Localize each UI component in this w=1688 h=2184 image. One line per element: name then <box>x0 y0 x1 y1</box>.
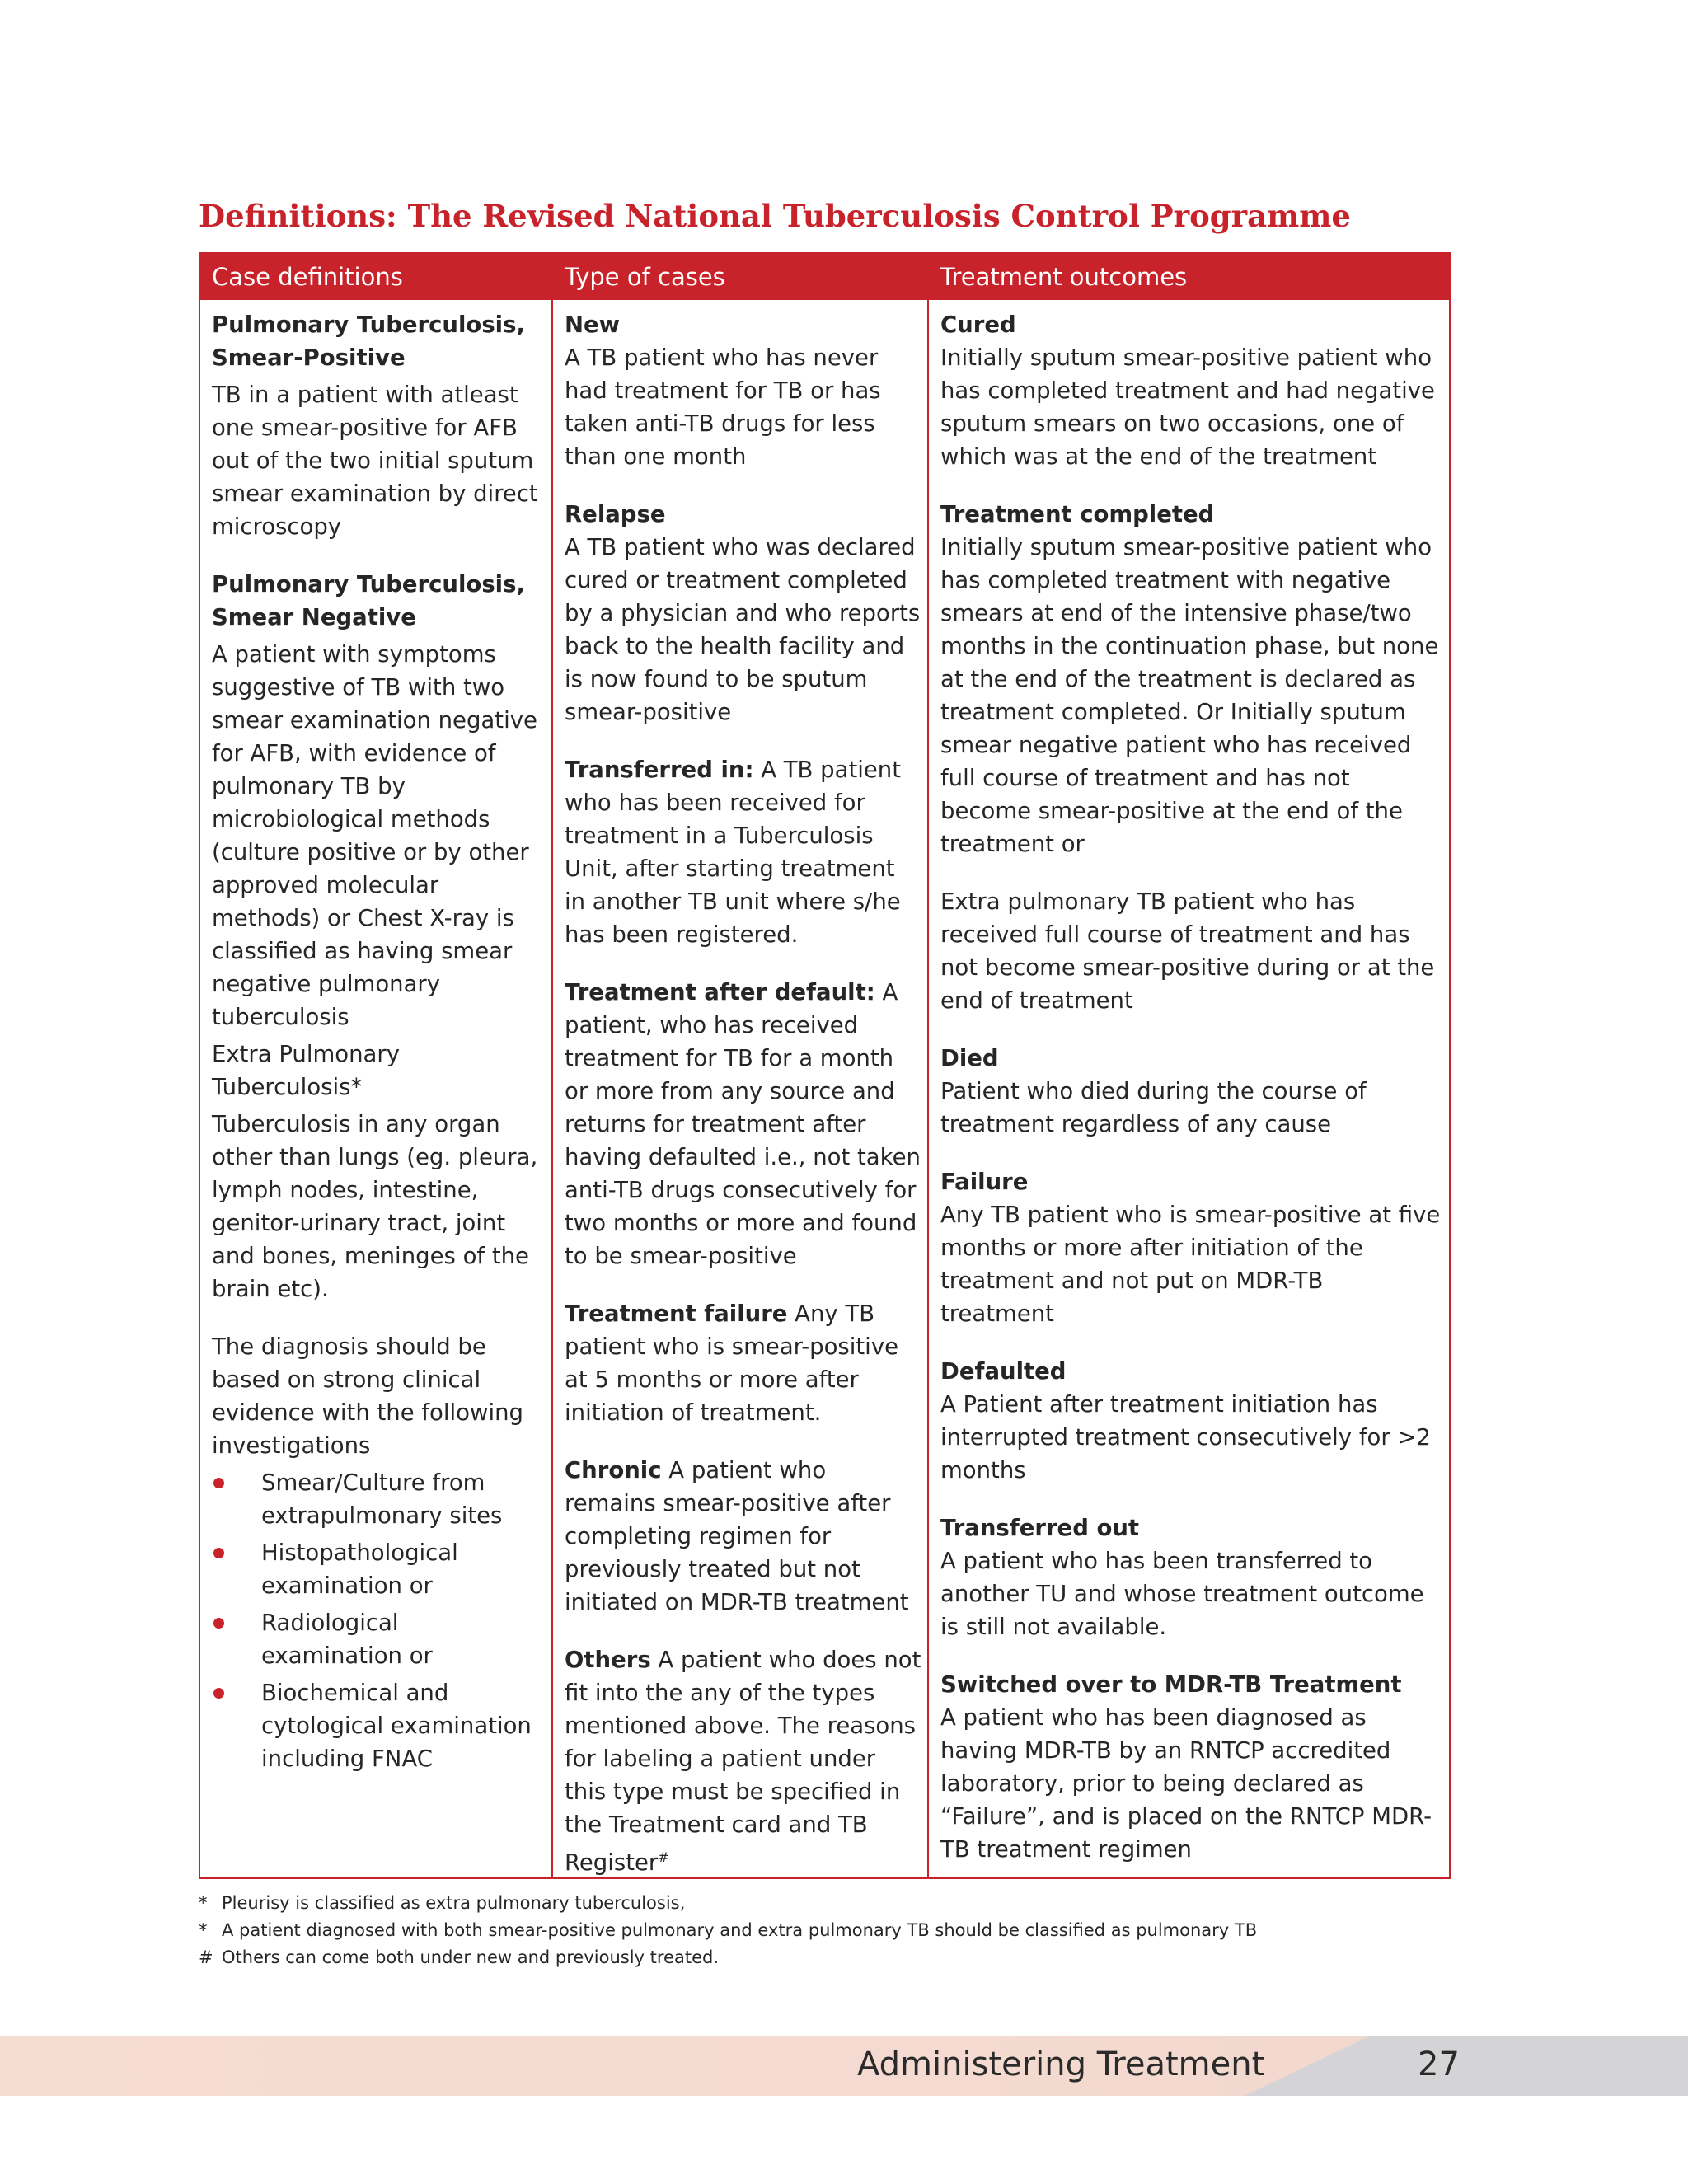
new-text: A TB patient who has never had treatment for TB or has taken anti-TB drugs for less than one month <box>565 344 881 470</box>
diagnosis-text: The diagnosis should be based on strong clinical evidence with the following investigations <box>212 1333 524 1459</box>
transferred-in-entry: Transferred in: A TB patient who has been received for treatment in a Tuberculosis Unit, after starting treatment in another TB unit where s/he has been registered. <box>565 757 902 948</box>
cured-text: Initially sputum smear-positive patient who has completed treatment and had negative sputum smears on two occasions, one of which was at the end of the treatment <box>940 344 1435 470</box>
type-of-cases-column <box>553 300 929 1877</box>
investigation-list <box>212 1466 546 1775</box>
ptb-pos-title-1: Pulmonary Tuberculosis, <box>212 312 525 338</box>
header-type-of-cases: Type of cases <box>565 263 725 291</box>
footer-section-title: Administering Treatment <box>857 2046 1265 2083</box>
footnote: * Pleurisy is classified as extra pulmonary tuberculosis, <box>199 1893 686 1913</box>
completed-title: Treatment completed <box>940 501 1215 527</box>
definitions-table <box>199 252 1451 1879</box>
table-header-row <box>200 254 1449 300</box>
list-item: Radiological examination or <box>212 1606 546 1672</box>
footnote: * A patient diagnosed with both smear-positive pulmonary and extra pulmonary TB should be classified as pulmonary TB <box>199 1920 1258 1940</box>
switched-title: Switched over to MDR-TB Treatment <box>940 1671 1402 1698</box>
ptb-neg-title-2: Smear Negative <box>212 604 416 630</box>
bullet-icon <box>213 1478 224 1488</box>
bullet-icon <box>213 1688 224 1699</box>
completed-text-2: Extra pulmonary TB patient who has received full course of treatment and has not become smear-positive during or at the end of treatment <box>940 888 1435 1014</box>
defaulted-text: A Patient after treatment initiation has interrupted treatment consecutively for >2 months <box>940 1391 1431 1483</box>
transferred-out-text: A patient who has been transferred to another TU and whose treatment outcome is still not available. <box>940 1548 1424 1640</box>
ptb-neg-title-1: Pulmonary Tuberculosis, <box>212 571 525 598</box>
case-definitions-column <box>200 300 553 1877</box>
eptb-title: Extra Pulmonary Tuberculosis* <box>212 1041 400 1100</box>
list-item: Smear/Culture from extrapulmonary sites <box>212 1466 546 1532</box>
cured-title: Cured <box>940 312 1016 338</box>
treatment-failure-entry: Treatment failure Any TB patient who is smear-positive at 5 months or more after initiation of treatment. <box>565 1301 899 1426</box>
relapse-text: A TB patient who was declared cured or treatment completed by a physician and who reports back to the health facility and is now found to be sputum smear-positive <box>565 534 921 725</box>
after-default-entry: Treatment after default: A patient, who has received treatment for TB for a month or more from any source and returns for treatment after having defaulted i.e., not taken anti-TB drugs consecutively for two months or more and found to be smear-positive <box>565 979 921 1269</box>
page-title: Definitions: The Revised National Tuberculosis Control Programme <box>199 198 1351 234</box>
list-item: Biochemical and cytological examination including FNAC <box>212 1676 546 1775</box>
eptb-text: Tuberculosis in any organ other than lungs (eg. pleura, lymph nodes, intestine, genitor-urinary tract, joint and bones, meninges of the brain etc). <box>212 1111 538 1302</box>
switched-text: A patient who has been diagnosed as having MDR-TB by an RNTCP accredited laboratory, prior to being declared as “Failure”, and is placed on the RNTCP MDR-TB treatment regimen <box>940 1704 1432 1863</box>
failure-text: Any TB patient who is smear-positive at five months or more after initiation of the treatment and not put on MDR-TB treatment <box>940 1202 1441 1327</box>
bullet-icon <box>213 1548 224 1558</box>
treatment-outcomes-column <box>929 300 1449 1877</box>
page-number: 27 <box>1418 2046 1460 2083</box>
new-title: New <box>565 312 621 338</box>
footnote: # Others can come both under new and previously treated. <box>199 1947 720 1967</box>
header-treatment-outcomes: Treatment outcomes <box>940 263 1188 291</box>
transferred-out-title: Transferred out <box>940 1515 1140 1541</box>
failure-title: Failure <box>940 1169 1029 1195</box>
died-title: Died <box>940 1045 999 1071</box>
header-case-definitions: Case definitions <box>212 263 403 291</box>
died-text: Patient who died during the course of treatment regardless of any cause <box>940 1078 1367 1137</box>
footnotes <box>199 1890 1257 1971</box>
ptb-neg-text: A patient with symptoms suggestive of TB with two smear examination negative for AFB, with evidence of pulmonary TB by microbiological methods (culture positive or by other approved molecular methods) or Chest X-ray is classified as having smear negative pulmonary tuberculosis <box>212 641 537 1030</box>
ptb-pos-title-2: Smear-Positive <box>212 344 406 371</box>
relapse-title: Relapse <box>565 501 666 527</box>
chronic-entry: Chronic A patient who remains smear-positive after completing regimen for previously treated but not initiated on MDR-TB treatment <box>565 1457 909 1615</box>
ptb-pos-text: TB in a patient with atleast one smear-positive for AFB out of the two initial sputum smear examination by direct microscopy <box>212 382 538 540</box>
defaulted-title: Defaulted <box>940 1358 1067 1385</box>
others-entry: Others A patient who does not fit into the any of the types mentioned above. The reasons for labeling a patient under this type must be specified in the Treatment card and TB Register# <box>565 1647 921 1877</box>
bullet-icon <box>213 1618 224 1629</box>
completed-text: Initially sputum smear-positive patient who has completed treatment with negative smears at end of the intensive phase/two months in the continuation phase, but none at the end of the treatment is declared as treatment completed. Or Initially sputum smear negative patient who has received full course of treatment and has not become smear-positive at the end of the treatment or <box>940 534 1439 857</box>
table-body-row <box>200 300 1449 1877</box>
list-item: Histopathological examination or <box>212 1536 546 1602</box>
